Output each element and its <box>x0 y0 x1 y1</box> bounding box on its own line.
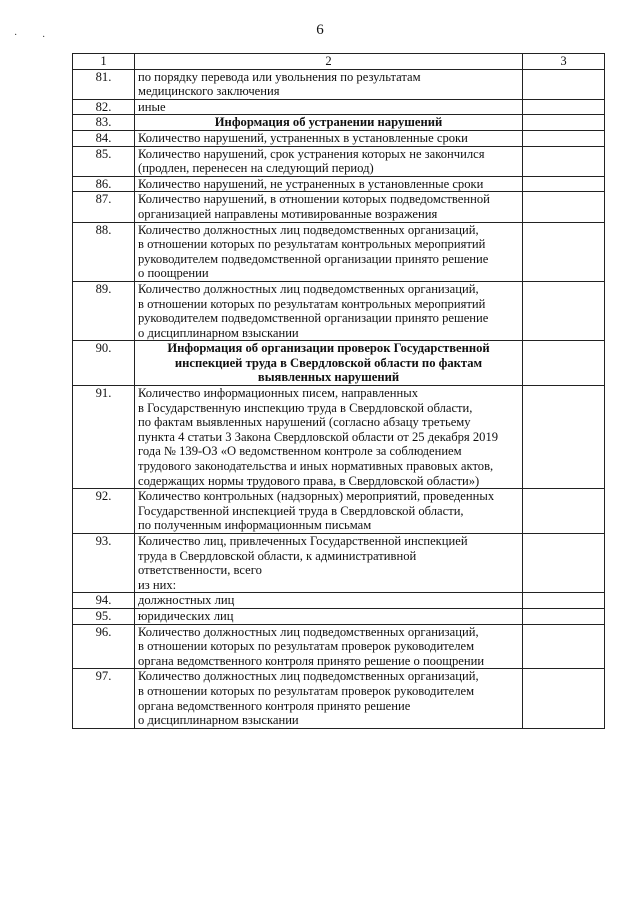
row-value <box>523 69 605 99</box>
row-description: Количество нарушений, устраненных в установленные сроки <box>135 130 523 146</box>
row-number: 95. <box>73 608 135 624</box>
table-row <box>73 593 605 609</box>
row-number: 97. <box>73 669 135 728</box>
section-header-row <box>73 341 605 386</box>
row-number: 96. <box>73 624 135 669</box>
row-description: Количество контрольных (надзорных) мероприятий, проведенных Государственной инспекцией труда в Свердловской области, по полученным информационным письмам <box>135 489 523 534</box>
table-row <box>73 146 605 176</box>
row-description: Количество информационных писем, направленных в Государственную инспекцию труда в Свердловской области, по фактам выявленных нарушений (согласно абзацу третьему пункта 4 статьи 3 Закона Свердловской области от 25 декабря 2019 года № 139-ОЗ «О ведомственном контроле за соблюдением трудового законодательства и иных нормативных правовых актов, содержащих нормы трудового права, в Свердловской области») <box>135 386 523 489</box>
column-header: 1 <box>73 54 135 70</box>
row-description: Информация об организации проверок Государственной инспекцией труда в Свердловской области по фактам выявленных нарушений <box>135 341 523 386</box>
row-value <box>523 176 605 192</box>
scan-speck: · <box>42 32 46 43</box>
row-value <box>523 608 605 624</box>
table-row <box>73 176 605 192</box>
row-number: 88. <box>73 222 135 281</box>
table-row <box>73 222 605 281</box>
table-row <box>73 489 605 534</box>
row-value <box>523 146 605 176</box>
report-table <box>72 53 605 729</box>
row-number: 84. <box>73 130 135 146</box>
row-description: юридических лиц <box>135 608 523 624</box>
row-description: Количество нарушений, не устраненных в установленные сроки <box>135 176 523 192</box>
table-row <box>73 281 605 340</box>
row-description: Информация об устранении нарушений <box>135 115 523 131</box>
row-value <box>523 386 605 489</box>
row-number: 89. <box>73 281 135 340</box>
table-row <box>73 624 605 669</box>
section-header-row <box>73 115 605 131</box>
table-row <box>73 669 605 728</box>
row-number: 81. <box>73 69 135 99</box>
table-row <box>73 69 605 99</box>
row-description: Количество лиц, привлеченных Государственной инспекцией труда в Свердловской области, к административной ответственности, всего из них: <box>135 534 523 593</box>
column-header: 3 <box>523 54 605 70</box>
row-description: Количество должностных лиц подведомственных организаций, в отношении которых по результатам проверок руководителем органа ведомственного контроля принято решение о дисциплинарном взыскании <box>135 669 523 728</box>
page-number: 6 <box>316 22 324 38</box>
row-value <box>523 669 605 728</box>
row-value <box>523 115 605 131</box>
row-number: 82. <box>73 99 135 115</box>
row-value <box>523 222 605 281</box>
row-number: 91. <box>73 386 135 489</box>
row-number: 94. <box>73 593 135 609</box>
table-row <box>73 386 605 489</box>
row-description: должностных лиц <box>135 593 523 609</box>
table-row <box>73 192 605 222</box>
row-value <box>523 130 605 146</box>
column-header: 2 <box>135 54 523 70</box>
scan-speck: · <box>14 30 18 41</box>
table-header-row <box>73 54 605 70</box>
table-row <box>73 534 605 593</box>
row-value <box>523 341 605 386</box>
row-description: иные <box>135 99 523 115</box>
row-value <box>523 192 605 222</box>
row-value <box>523 489 605 534</box>
row-number: 93. <box>73 534 135 593</box>
table-row <box>73 99 605 115</box>
row-description: Количество нарушений, срок устранения которых не закончился (продлен, перенесен на следующий период) <box>135 146 523 176</box>
row-description: Количество нарушений, в отношении которых подведомственной организацией направлены мотивированные возражения <box>135 192 523 222</box>
row-value <box>523 534 605 593</box>
row-description: Количество должностных лиц подведомственных организаций, в отношении которых по результатам контрольных мероприятий руководителем подведомственной организации принято решение о поощрении <box>135 222 523 281</box>
table-row <box>73 608 605 624</box>
table-row <box>73 130 605 146</box>
row-value <box>523 593 605 609</box>
row-description: Количество должностных лиц подведомственных организаций, в отношении которых по результатам проверок руководителем органа ведомственного контроля принято решение о поощрении <box>135 624 523 669</box>
row-number: 92. <box>73 489 135 534</box>
row-value <box>523 99 605 115</box>
row-number: 86. <box>73 176 135 192</box>
row-description: по порядку перевода или увольнения по результатам медицинского заключения <box>135 69 523 99</box>
row-number: 85. <box>73 146 135 176</box>
row-number: 83. <box>73 115 135 131</box>
row-description: Количество должностных лиц подведомственных организаций, в отношении которых по результатам контрольных мероприятий руководителем подведомственной организации принято решение о дисциплинарном взыскании <box>135 281 523 340</box>
row-number: 90. <box>73 341 135 386</box>
row-value <box>523 281 605 340</box>
row-value <box>523 624 605 669</box>
row-number: 87. <box>73 192 135 222</box>
